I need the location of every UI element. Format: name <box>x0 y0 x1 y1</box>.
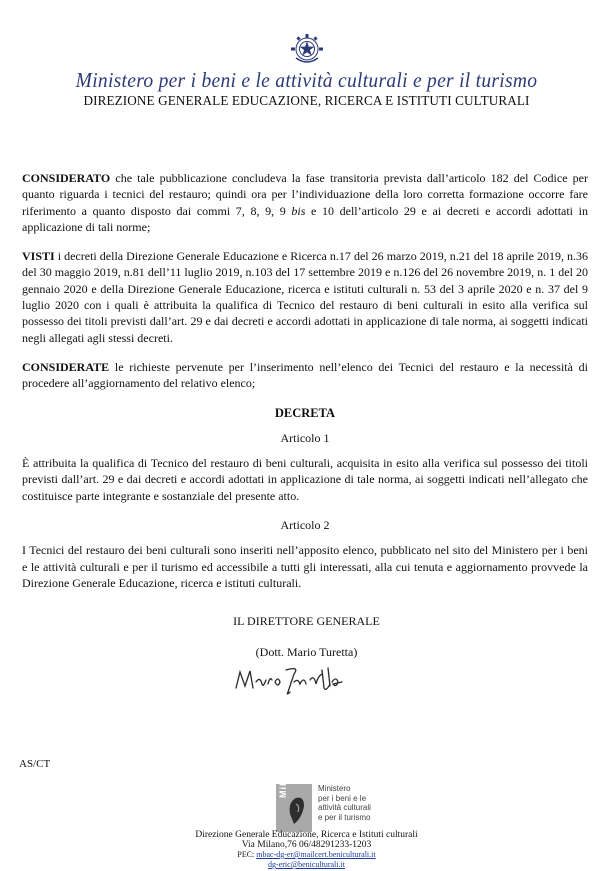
letterhead <box>0 32 613 109</box>
article-2-text: I Tecnici del restauro dei beni culturali sono inseriti nell’apposito elenco, pubblicato nel sito del Ministero per i beni e le attività culturali e per il turismo ed accessibile a tutti gli interessati, alla cui tenuta e aggiornamento provvede la Direzione Generale Educazione, ricerca e istituti culturali. <box>22 543 588 590</box>
paragraph-considerate <box>22 359 588 392</box>
ministry-name: Ministero per i beni e le attività culturali e per il turismo <box>75 68 538 92</box>
italian-republic-emblem-icon <box>290 32 324 66</box>
mibact-logo-mark <box>276 757 312 832</box>
mibact-acronym: MiBACT <box>278 757 288 798</box>
keyword-considerato: CONSIDERATO <box>22 171 111 185</box>
decreta-heading: DECRETA <box>274 405 336 420</box>
paragraph-text: e 10 dell’articolo 29 e ai decreti e accordi adottati in applicazione di tali norme; <box>22 203 588 234</box>
article-1-title: Articolo 1 <box>280 430 330 445</box>
paragraph-visti <box>22 248 588 346</box>
footer-pec <box>0 850 613 860</box>
article-2-title: Articolo 2 <box>280 518 330 533</box>
paragraph-considerato <box>22 170 588 235</box>
handwritten-signature <box>230 662 370 698</box>
paragraph-italic: bis <box>291 203 306 218</box>
mibact-logo-text <box>318 784 371 822</box>
pec-label: PEC: <box>237 850 257 859</box>
footer-contacts <box>0 830 613 870</box>
keyword-visti: VISTI <box>22 249 55 264</box>
decree-body <box>22 170 588 604</box>
mibact-logo <box>276 757 416 834</box>
logo-line: Ministero <box>318 784 351 793</box>
footer-email <box>0 860 613 870</box>
email-link[interactable]: dg-eric@beniculturali.it <box>268 860 345 869</box>
signatory-name: (Dott. Mario Turetta) <box>255 645 358 659</box>
paragraph-text: i decreti della Direzione Generale Educazione e Ricerca n.17 del 26 marzo 2019, n.21 del 18 aprile 2019, n.36 del 30 maggio 2019, n.81 dell’11 luglio 2019, n.103 del 17 settembre 2019 e n.126 del 26 novembre 2019, n. 1 del 20 gennaio 2020 e della Direzione Generale Educazione, ricerca e istituti culturali n. 53 del 3 aprile 2020 e n. 37 del 9 luglio 2020 con i quali è attribuita la qualifica di Tecnico del restauro di beni culturali in esito alla verifica sul possesso dei titoli previsti dall’art. 29 e dai decreti e accordi adottati in applicazione di tale norma, ai soggetti indicati negli allegati agli stessi decreti. <box>22 249 588 345</box>
author-initials: AS/CT <box>19 758 51 770</box>
signatory-role: IL DIRETTORE GENERALE <box>233 614 380 628</box>
logo-line: e per il turismo <box>318 812 371 822</box>
pec-email-link[interactable]: mbac-dg-er@mailcert.beniculturali.it <box>256 850 376 859</box>
keyword-considerate: CONSIDERATE <box>22 359 110 374</box>
logo-line: per i beni e le <box>318 793 367 803</box>
article-1-text: È attribuita la qualifica di Tecnico del restauro di beni culturali, acquisita in esito alla verifica sul possesso dei titoli previsti dall’art. 29 e dai decreti e accordi adottati in applicazione di tale norma, ai soggetti indicati nell’allegato che costituisce parte integrante e sostanziale del presente atto. <box>22 456 588 503</box>
footer-office: Direzione Generale Educazione, Ricerca e Istituti culturali <box>195 830 418 840</box>
paragraph-text: le richieste pervenute per l’inserimento nell’elenco dei Tecnici del restauro e la necessità di procedere all’aggiornamento del relativo elenco; <box>22 359 588 391</box>
direction-name: DIREZIONE GENERALE EDUCAZIONE, RICERCA E ISTITUTI CULTURALI <box>83 93 530 108</box>
logo-line: attività culturali <box>318 803 371 812</box>
footer-address: Via Milano,76 06/48291233-1203 <box>241 840 372 850</box>
paragraph-text: che tale pubblicazione concludeva la fase transitoria prevista dall’articolo 182 del Codice per quanto riguarda i tecnici del restauro; quindi ora per l’individuazione della loro corretta formazione occorre fare riferimento a quanto disposto dai commi 7, 8, 9, 9 <box>22 171 588 218</box>
